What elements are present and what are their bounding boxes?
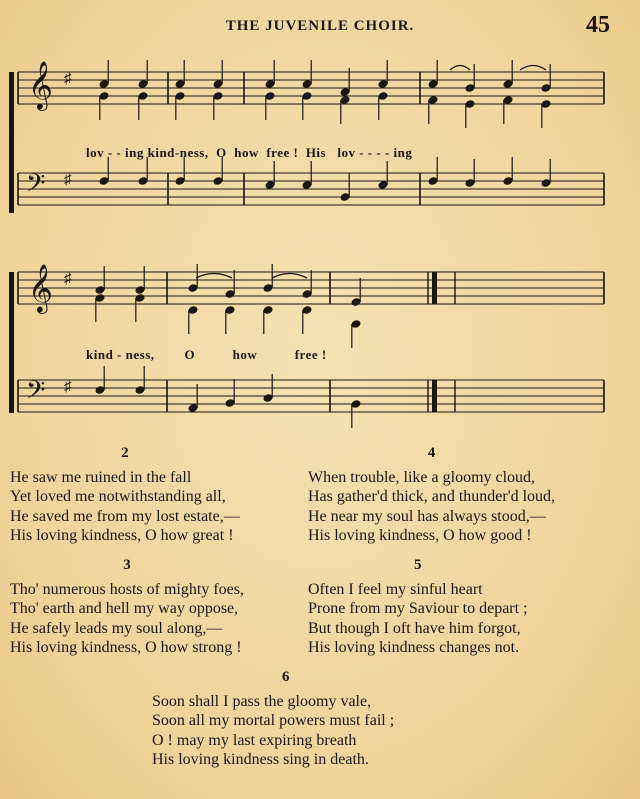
stanza-line: When trouble, like a gloomy cloud, [308, 468, 536, 486]
stanza-line: O ! may my last expiring breath [152, 731, 357, 749]
stanza-line: His loving kindness sing in death. [152, 751, 369, 768]
page-number: 45 [586, 12, 610, 38]
stanza-number: 2 [121, 445, 129, 461]
system2-lyrics: kind - ness, O how free ! [86, 347, 327, 362]
stanza-number: 5 [414, 557, 422, 573]
stanza-line: He near my soul has always stood,— [308, 507, 546, 525]
stanza-line: He safely leads my soul along,— [10, 619, 223, 637]
stanza-line: Has gather'd thick, and thunder'd loud, [308, 488, 556, 505]
stanza-line: His loving kindness, O how great ! [10, 527, 234, 544]
clefs [26, 60, 72, 411]
stanza-line: Soon all my mortal powers must fail ; [152, 712, 395, 729]
stanza-line: Tho' numerous hosts of mighty foes, [10, 580, 244, 598]
stanza-line: Soon shall I pass the gloomy vale, [152, 692, 372, 710]
stanza-6 [152, 668, 394, 770]
stanza-line: His loving kindness changes not. [308, 639, 520, 656]
slur [272, 274, 307, 279]
stanza-3 [10, 556, 244, 658]
stanza-2 [10, 444, 240, 546]
stanza-4 [308, 444, 555, 546]
stanza-number: 3 [123, 557, 131, 573]
bass-clef-icon: 𝄢 [26, 169, 46, 204]
slur [196, 274, 232, 279]
stanza-number: 4 [427, 445, 436, 461]
running-head: THE JUVENILE CHOIR. [225, 18, 415, 34]
system-bracket [9, 272, 14, 413]
notes [94, 60, 551, 428]
stanza-5 [308, 556, 528, 658]
sharp-icon: ♯ [64, 172, 72, 188]
double-barline [432, 380, 437, 412]
sharp-icon: ♯ [64, 271, 72, 287]
treble-clef-icon: 𝄞 [28, 263, 53, 312]
stanza-line: Prone from my Saviour to depart ; [308, 600, 528, 617]
system-bracket [9, 72, 14, 213]
bass-clef-icon: 𝄢 [26, 376, 46, 411]
stanza-line: Yet loved me notwithstanding all, [10, 488, 226, 505]
system1-lyrics: lov - - ing kind-ness, O how free ! His lov - - - - ing [86, 145, 413, 160]
stanza-line: He saved me from my lost estate,— [10, 507, 240, 525]
stanza-number: 6 [282, 669, 290, 685]
treble-clef-icon: 𝄞 [28, 60, 53, 109]
stanza-line: But though I oft have him forgot, [308, 619, 521, 637]
stanza-line: Often I feel my sinful heart [308, 580, 483, 598]
slur [450, 66, 470, 71]
double-barline [432, 272, 437, 304]
sharp-icon: ♯ [64, 71, 72, 87]
slur [520, 66, 546, 71]
stanza-line: His loving kindness, O how good ! [308, 527, 532, 544]
stanza-line: His loving kindness, O how strong ! [10, 639, 242, 656]
sharp-icon: ♯ [64, 379, 72, 395]
stanza-line: He saw me ruined in the fall [10, 468, 192, 486]
stanza-line: Tho' earth and hell my way oppose, [10, 600, 239, 617]
